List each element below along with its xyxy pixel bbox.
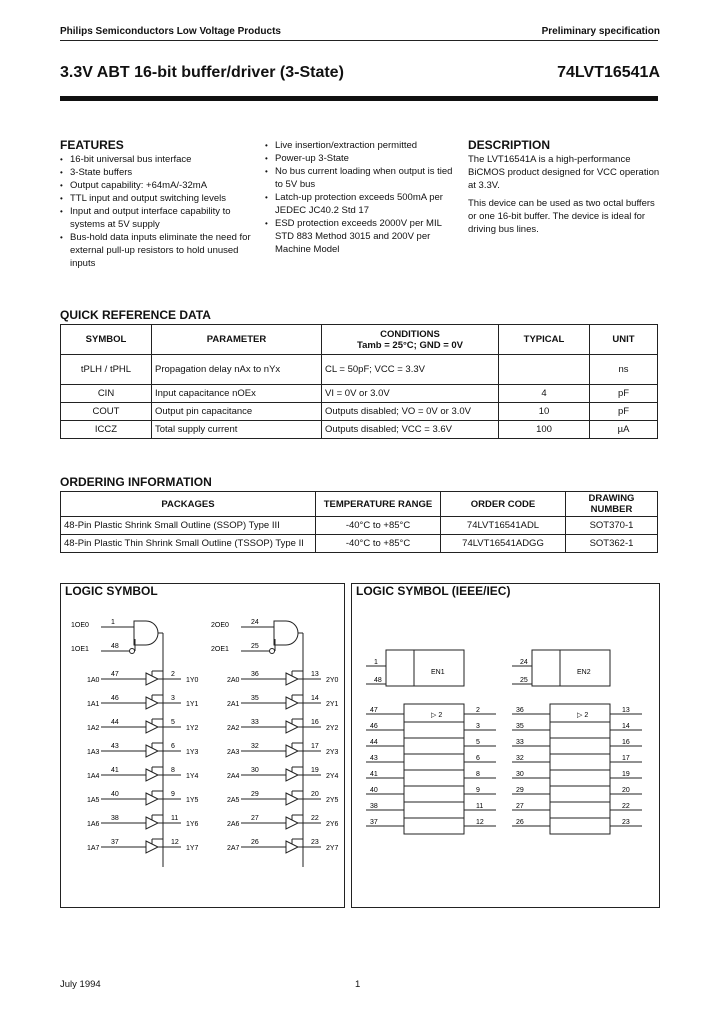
pin-number: 41 — [111, 767, 119, 774]
pin-number: 38 — [111, 815, 119, 822]
pin-number: 3 — [476, 723, 480, 730]
pin-label: 1OE1 — [71, 646, 89, 653]
table-row — [61, 355, 658, 385]
logic-symbol-panel — [60, 583, 345, 908]
pin-label: 1Y7 — [186, 845, 199, 852]
pin-label: 1Y3 — [186, 749, 199, 756]
qrd-col-conditions — [322, 325, 499, 355]
feature-item: • Output capability: +64mA/-32mA — [60, 179, 255, 192]
qrd-col-conditions-sub: Tamb = 25°C; GND = 0V — [356, 339, 464, 351]
qrd-cell-symbol: CIN — [61, 385, 152, 403]
pin-label: 1Y2 — [186, 725, 199, 732]
pin-label: 2A1 — [227, 701, 240, 708]
pin-label: 2Y1 — [326, 701, 339, 708]
ordering-cell-packages: 48-Pin Plastic Shrink Small Outline (SSOP) Type III — [61, 517, 316, 535]
table-row — [61, 535, 658, 553]
pin-number: 2 — [476, 707, 480, 714]
pin-number: 40 — [370, 787, 378, 794]
pin-number: 12 — [171, 839, 179, 846]
buffer-block — [404, 704, 464, 834]
and-gate — [274, 621, 298, 645]
feature-item: • Live insertion/extraction permitted — [265, 139, 460, 152]
description-p1: The LVT16541A is a high-performance BiCMOS product designed for VCC operation at 3.3V. — [468, 154, 660, 191]
qrd-cell-typical: 10 — [499, 403, 590, 421]
pin-number: 38 — [370, 803, 378, 810]
footer-page: 1 — [355, 979, 361, 990]
buffer-block — [550, 704, 610, 834]
pin-label: 2A5 — [227, 797, 240, 804]
pin-label: 1Y4 — [186, 773, 199, 780]
qrd-cell-conditions: CL = 50pF; VCC = 3.3V — [322, 355, 499, 385]
feature-item: • Power-up 3-State — [265, 152, 460, 165]
qrd-cell-typical: 4 — [499, 385, 590, 403]
inversion-bubble — [270, 649, 275, 654]
qrd-cell-unit: ns — [590, 355, 658, 385]
footer-date: July 1994 — [60, 979, 101, 990]
pin-number: 9 — [171, 791, 175, 798]
pin-label: 1A6 — [87, 821, 100, 828]
qrd-cell-parameter: Output pin capacitance — [152, 403, 322, 421]
pin-label: 1A2 — [87, 725, 100, 732]
pin-label: 1Y1 — [186, 701, 199, 708]
ordering-heading: ORDERING INFORMATION — [60, 475, 212, 489]
pin-number: 41 — [370, 771, 378, 778]
pin-number: 11 — [476, 803, 484, 810]
pin-number: 43 — [370, 755, 378, 762]
features-list-2 — [265, 139, 460, 256]
table-row — [61, 421, 658, 439]
pin-number: 30 — [251, 767, 259, 774]
qrd-cell-symbol: COUT — [61, 403, 152, 421]
header-company: Philips Semiconductors Low Voltage Products — [60, 26, 281, 37]
pin-number: 16 — [622, 739, 630, 746]
pin-number: 48 — [111, 643, 119, 650]
pin-label: 1A1 — [87, 701, 100, 708]
pin-label: 2OE1 — [211, 646, 229, 653]
pin-label: 1A4 — [87, 773, 100, 780]
description-p2: This device can be used as two octal buffers or one 16-bit buffer. The device is ideal for driving bus lines. — [468, 198, 655, 235]
ordering-col-code: ORDER CODE — [441, 492, 566, 517]
pin-label: 2A3 — [227, 749, 240, 756]
table-row — [61, 403, 658, 421]
pin-number: 5 — [171, 719, 175, 726]
pin-number: 33 — [251, 719, 259, 726]
ordering-col-drawing: DRAWING NUMBER — [566, 492, 658, 517]
pin-number: 27 — [251, 815, 259, 822]
pin-number: 5 — [476, 739, 480, 746]
pin-label: 2A6 — [227, 821, 240, 828]
pin-number: 44 — [370, 739, 378, 746]
ordering-cell-drawing: SOT362-1 — [566, 535, 658, 553]
pin-number: 47 — [370, 707, 378, 714]
pin-label: 1A3 — [87, 749, 100, 756]
pin-number: 37 — [111, 839, 119, 846]
qrd-cell-conditions: Outputs disabled; VCC = 3.6V — [322, 421, 499, 439]
pin-number: 24 — [251, 619, 259, 626]
qrd-heading: QUICK REFERENCE DATA — [60, 308, 211, 322]
pin-label: 2A7 — [227, 845, 240, 852]
pin-number: 6 — [476, 755, 480, 762]
qrd-cell-symbol: tPLH / tPHL — [61, 355, 152, 385]
features-list-1 — [60, 153, 255, 270]
pin-label: 2Y4 — [326, 773, 339, 780]
features-heading: FEATURES — [60, 138, 124, 152]
logic-iec-heading: LOGIC SYMBOL (IEEE/IEC) — [356, 584, 511, 598]
pin-label: 2A0 — [227, 677, 240, 684]
pin-number: 46 — [111, 695, 119, 702]
pin-label: 2Y2 — [326, 725, 339, 732]
pin-number: 32 — [251, 743, 259, 750]
pin-label: 2A2 — [227, 725, 240, 732]
pin-label: 1A0 — [87, 677, 100, 684]
table-row — [61, 517, 658, 535]
pin-number: 35 — [516, 723, 524, 730]
pin-number: 8 — [476, 771, 480, 778]
pin-number: 19 — [311, 767, 319, 774]
qrd-cell-unit: pF — [590, 385, 658, 403]
pin-number: 17 — [311, 743, 319, 750]
pin-number: 14 — [311, 695, 319, 702]
ordering-table — [60, 491, 658, 553]
pin-number: 26 — [251, 839, 259, 846]
pin-label: 2OE0 — [211, 622, 229, 629]
pin-number: 23 — [622, 819, 630, 826]
qrd-table — [60, 324, 658, 439]
pin-number: 13 — [311, 671, 319, 678]
feature-item: • ESD protection exceeds 2000V per MIL STD 883 Method 3015 and 200V per Machine Model — [265, 217, 460, 256]
qrd-cell-typical — [499, 355, 590, 385]
logic-heading: LOGIC SYMBOL — [65, 584, 158, 598]
pin-number: 33 — [516, 739, 524, 746]
pin-label: 2Y6 — [326, 821, 339, 828]
enable-label: EN2 — [577, 669, 591, 676]
pin-number: 20 — [311, 791, 319, 798]
buffer-label: ▷ 2 — [577, 712, 589, 719]
pin-label: 1Y0 — [186, 677, 199, 684]
pin-number: 30 — [516, 771, 524, 778]
qrd-col-typical: TYPICAL — [499, 325, 590, 355]
feature-item: • No bus current loading when output is tied to 5V bus — [265, 165, 460, 191]
ordering-cell-packages: 48-Pin Plastic Thin Shrink Small Outline (TSSOP) Type II — [61, 535, 316, 553]
pin-number: 16 — [311, 719, 319, 726]
pin-number: 22 — [311, 815, 319, 822]
pin-number: 32 — [516, 755, 524, 762]
inversion-bubble — [130, 649, 135, 654]
pin-number: 3 — [171, 695, 175, 702]
pin-number: 9 — [476, 787, 480, 794]
header-status: Preliminary specification — [541, 26, 660, 37]
qrd-cell-conditions: Outputs disabled; VO = 0V or 3.0V — [322, 403, 499, 421]
ordering-cell-temp: -40°C to +85°C — [316, 517, 441, 535]
qrd-cell-symbol: ICCZ — [61, 421, 152, 439]
description-heading: DESCRIPTION — [468, 138, 551, 152]
pin-number: 24 — [520, 659, 528, 666]
control-block — [386, 650, 414, 686]
qrd-col-parameter: PARAMETER — [152, 325, 322, 355]
pin-number: 47 — [111, 671, 119, 678]
pin-number: 27 — [516, 803, 524, 810]
pin-number: 35 — [251, 695, 259, 702]
qrd-cell-typical: 100 — [499, 421, 590, 439]
qrd-cell-parameter: Total supply current — [152, 421, 322, 439]
pin-label: 1Y5 — [186, 797, 199, 804]
pin-number: 26 — [516, 819, 524, 826]
feature-item: • Input and output interface capability to systems at 5V supply — [60, 205, 255, 231]
pin-number: 48 — [374, 677, 382, 684]
pin-number: 12 — [476, 819, 484, 826]
pin-number: 6 — [171, 743, 175, 750]
logic-symbol-diagram — [61, 584, 344, 907]
qrd-cell-unit: µA — [590, 421, 658, 439]
pin-label: 2A4 — [227, 773, 240, 780]
pin-number: 29 — [251, 791, 259, 798]
doc-title: 3.3V ABT 16-bit buffer/driver (3-State) — [60, 64, 344, 81]
pin-number: 22 — [622, 803, 630, 810]
logic-symbol-iec-panel — [351, 583, 660, 908]
enable-block — [414, 650, 464, 686]
pin-number: 43 — [111, 743, 119, 750]
qrd-col-unit: UNIT — [590, 325, 658, 355]
pin-number: 23 — [311, 839, 319, 846]
buffer-label: ▷ 2 — [431, 712, 443, 719]
ordering-col-temp: TEMPERATURE RANGE — [316, 492, 441, 517]
pin-label: 2Y5 — [326, 797, 339, 804]
pin-label: 1OE0 — [71, 622, 89, 629]
pin-number: 19 — [622, 771, 630, 778]
qrd-cell-conditions: VI = 0V or 3.0V — [322, 385, 499, 403]
part-number: 74LVT16541A — [557, 64, 660, 81]
feature-item: • Latch-up protection exceeds 500mA per JEDEC JC40.2 Std 17 — [265, 191, 460, 217]
table-row — [61, 385, 658, 403]
enable-label: EN1 — [431, 669, 445, 676]
header-rule — [60, 40, 658, 41]
ordering-cell-code: 74LVT16541ADL — [441, 517, 566, 535]
qrd-cell-unit: pF — [590, 403, 658, 421]
pin-number: 1 — [374, 659, 378, 666]
feature-item: • Bus-hold data inputs eliminate the need for external pull-up resistors to hold unused inputs — [60, 231, 255, 270]
pin-number: 29 — [516, 787, 524, 794]
pin-number: 20 — [622, 787, 630, 794]
pin-number: 25 — [251, 643, 259, 650]
enable-block — [560, 650, 610, 686]
qrd-cell-parameter: Propagation delay nAx to nYx — [152, 355, 322, 385]
pin-number: 13 — [622, 707, 630, 714]
pin-label: 2Y0 — [326, 677, 339, 684]
pin-number: 46 — [370, 723, 378, 730]
pin-number: 8 — [171, 767, 175, 774]
pin-number: 1 — [111, 619, 115, 626]
pin-label: 2Y3 — [326, 749, 339, 756]
pin-number: 37 — [370, 819, 378, 826]
pin-label: 2Y7 — [326, 845, 339, 852]
feature-item: • TTL input and output switching levels — [60, 192, 255, 205]
ordering-cell-code: 74LVT16541ADGG — [441, 535, 566, 553]
ordering-cell-drawing: SOT370-1 — [566, 517, 658, 535]
pin-number: 36 — [251, 671, 259, 678]
pin-number: 14 — [622, 723, 630, 730]
logic-symbol-iec-diagram — [352, 584, 659, 907]
pin-number: 44 — [111, 719, 119, 726]
pin-label: 1Y6 — [186, 821, 199, 828]
pin-number: 17 — [622, 755, 630, 762]
pin-number: 40 — [111, 791, 119, 798]
pin-number: 36 — [516, 707, 524, 714]
and-gate — [134, 621, 158, 645]
ordering-col-packages: PACKAGES — [61, 492, 316, 517]
pin-number: 25 — [520, 677, 528, 684]
qrd-col-conditions-label: CONDITIONS — [380, 328, 440, 340]
feature-item: • 3-State buffers — [60, 166, 255, 179]
qrd-cell-parameter: Input capacitance nOEx — [152, 385, 322, 403]
pin-label: 1A7 — [87, 845, 100, 852]
title-rule — [60, 96, 658, 101]
control-block — [532, 650, 560, 686]
feature-item: • 16-bit universal bus interface — [60, 153, 255, 166]
pin-number: 11 — [171, 815, 179, 822]
pin-label: 1A5 — [87, 797, 100, 804]
pin-number: 2 — [171, 671, 175, 678]
ordering-cell-temp: -40°C to +85°C — [316, 535, 441, 553]
qrd-col-symbol: SYMBOL — [61, 325, 152, 355]
